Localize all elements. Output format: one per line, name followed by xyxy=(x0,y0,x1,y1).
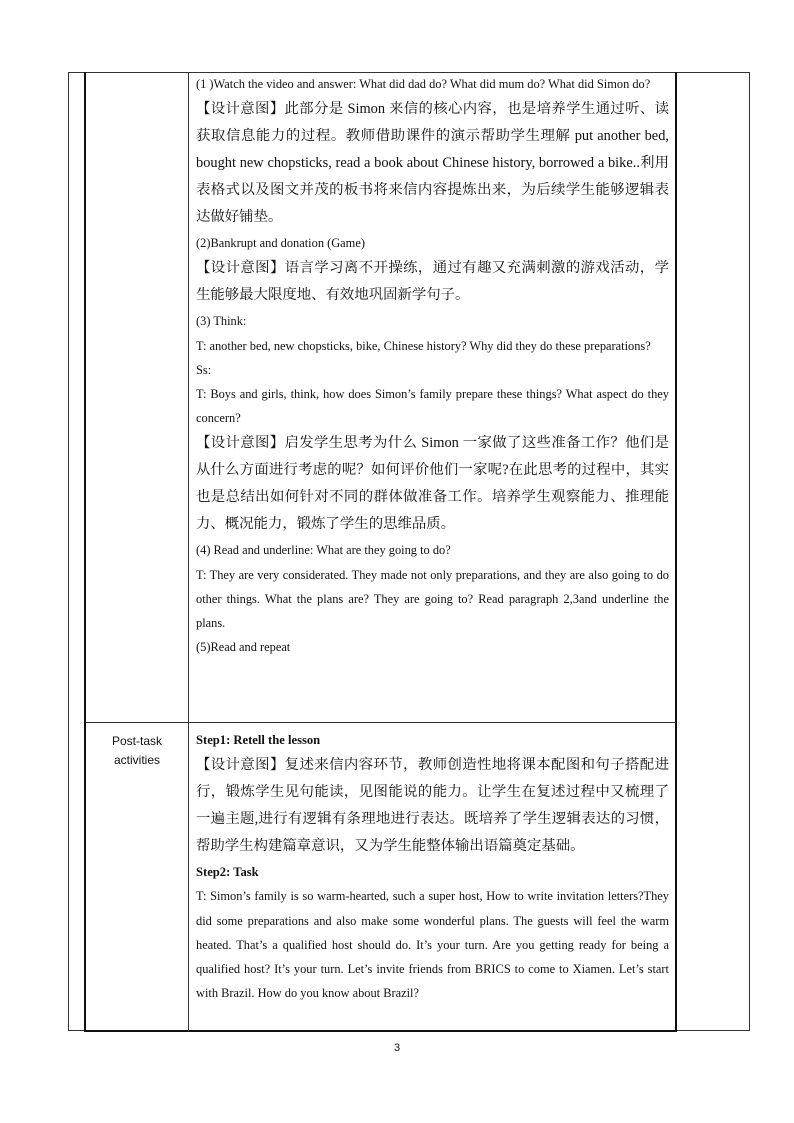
row1-line-10: (4) Read and underline: What are they going to do? xyxy=(196,543,451,558)
row1-line-8: T: Boys and girls, think, how does Simon’s family prepare these things? What aspect do they concern? xyxy=(196,387,669,426)
table-bottom-border xyxy=(84,1030,677,1032)
row1-line-3: (2)Bankrupt and donation (Game) xyxy=(196,236,365,251)
row1-line-11: T: They are very considerated. They made not only preparations, and they are also going to do other things. What the plans are? They are going to? Read paragraph 2,3and underline the plans. xyxy=(196,567,669,631)
row1-line-7: Ss: xyxy=(196,362,212,377)
table-left-border xyxy=(84,72,86,1032)
page-number: 3 xyxy=(393,1042,401,1054)
table-right-border xyxy=(675,72,677,1032)
row1-design-intent-2: 【设计意图】语言学习离不开操练，通过有趣又充满刺激的游戏活动，学生能够最大限度地、有效地巩固新学句子。 xyxy=(196,260,669,304)
row1-line-12: (5)Read and repeat xyxy=(196,640,291,655)
label-line-2: activities xyxy=(113,753,160,767)
step1-heading: Step1: Retell the lesson xyxy=(196,733,321,747)
row-divider xyxy=(86,722,676,723)
row1-design-intent-1: 【设计意图】此部分是 Simon 来信的核心内容，也是培养学生通过听、读获取信息能力的过程。教师借助课件的演示帮助学生理解 put another bed, bought new chopsticks, read a book about Chinese history, borrowed a bike..利用表格式以及图文并茂的板书将来信内容提炼出来，为后续学生能够逻辑表达做好铺垫。 xyxy=(196,101,669,226)
column-divider xyxy=(188,72,189,1032)
row1-line-1: (1 )Watch the video and answer: What did dad do? What did mum do? What did Simon do? xyxy=(196,77,651,91)
row1-design-intent-3: 【设计意图】启发学生思考为什么 Simon 一家做了这些准备工作？他们是从什么方面进行考虑的呢？如何评价他们一家呢?在此思考的过程中，其实也是总结出如何针对不同的群体做准备工作。培养学生观察能力、推理能力、概况能力，锻炼了学生的思维品质。 xyxy=(196,435,669,533)
step2-heading: Step2: Task xyxy=(196,865,259,880)
row2-content xyxy=(196,728,669,1005)
row2-task-text: T: Simon’s family is so warm-hearted, such a super host, How to write invitation letters?They did some preparations and also make some wonderful plans. The guests will feel the warm heated. That’s a qualified host should do. It’s your turn. Are you getting ready for being a qualified host? It’s your turn. Let’s invite friends from BRICS to come to Xiamen. Let’s start with Brazil. How do you know about Brazil? xyxy=(196,889,669,1001)
row1-line-6: T: another bed, new chopsticks, bike, Chinese history? Why did they do these preparations? xyxy=(196,338,651,353)
row2-design-intent: 【设计意图】复述来信内容环节，教师创造性地将课本配图和句子搭配进行，锻炼学生见句能读，见图能说的能力。让学生在复述过程中又梳理了一遍主题,进行有逻辑有条理地进行表达。既培养了学生逻辑表达的习惯，帮助学生构建篇章意识，又为学生能整体输出语篇奠定基础。 xyxy=(196,757,669,855)
row1-line-5: (3) Think: xyxy=(196,314,247,329)
post-task-label xyxy=(86,732,188,770)
row1-content xyxy=(196,72,669,659)
label-line-1: Post-task xyxy=(111,734,162,748)
